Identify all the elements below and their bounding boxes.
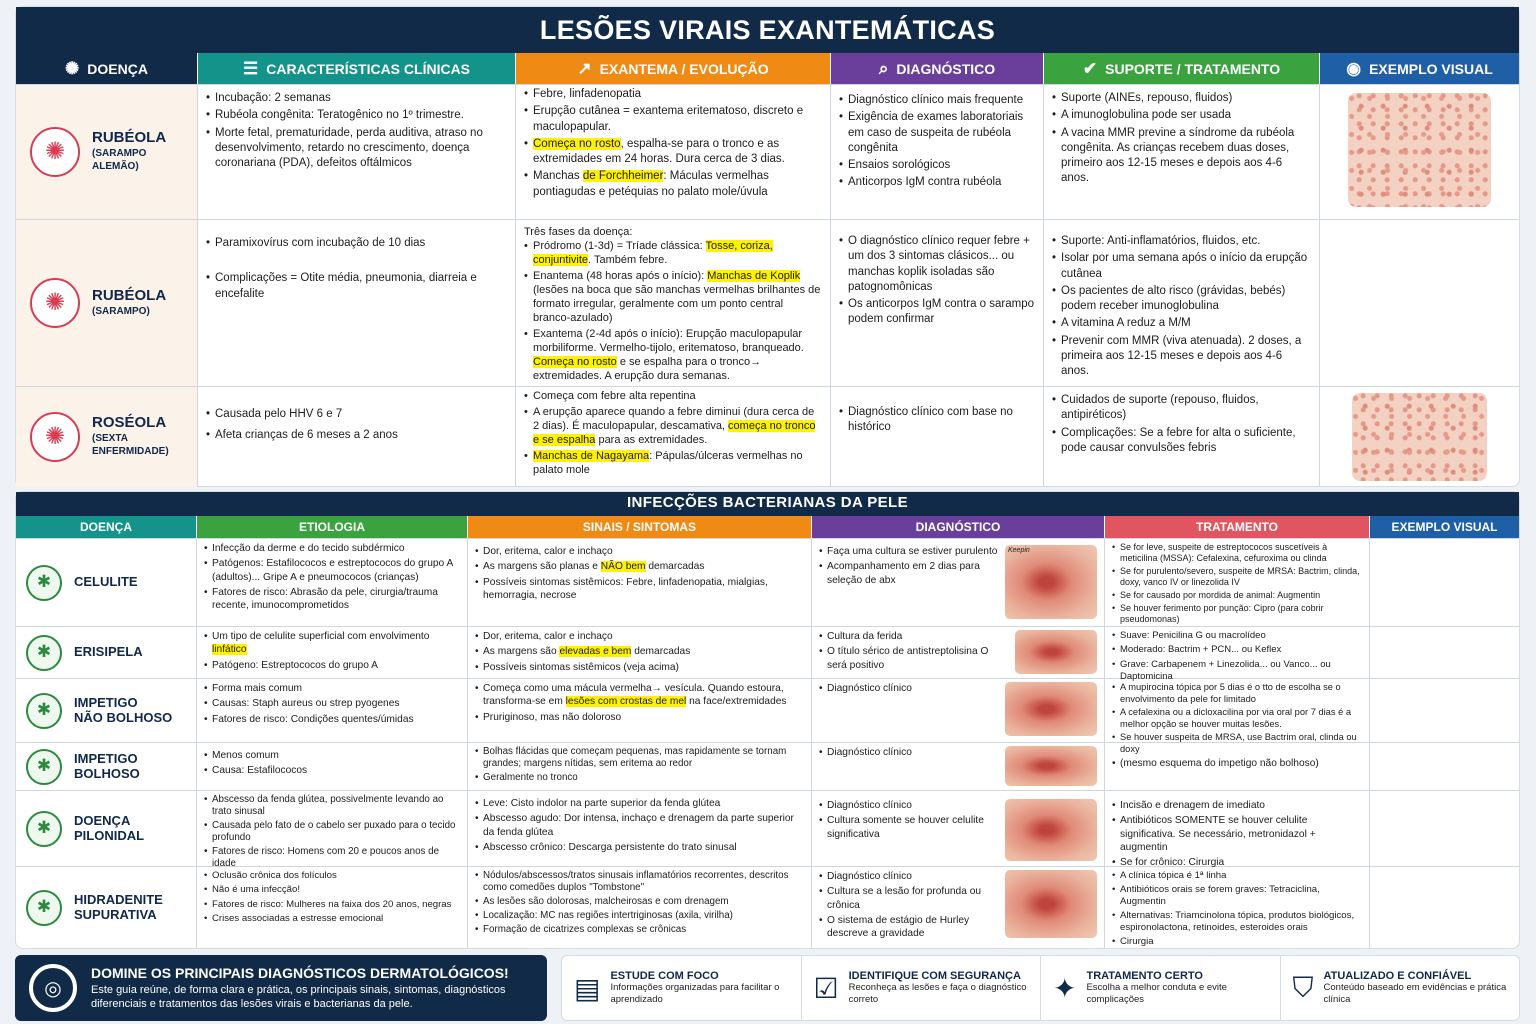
footer-text: Este guia reúne, de forma clara e prática, os principais sinais, sintomas, diagnósticos diferenciais e tratamentos das lesões virais e bacterianas da pele. [91, 983, 506, 1010]
list-item: • A vacina MMR previne a síndrome da rubéola congênita. As crianças recebem duas doses, primeiro aos 12-15 meses e depois aos 4-6 anos. [1052, 126, 1311, 187]
sinais-cell [468, 791, 812, 866]
shield-check-icon: ⛉ [1292, 971, 1314, 1003]
search-icon: ⌕ [878, 59, 889, 78]
list-item: • Afeta crianças de 6 meses a 2 anos [206, 428, 507, 443]
list-item: • Diagnóstico clínico [819, 870, 999, 883]
disease-cell [16, 791, 197, 866]
bacterial-header-row [16, 516, 1519, 538]
bacterial-row [16, 538, 1519, 626]
exemplo-cell [1320, 85, 1519, 219]
list-item: • Diagnóstico clínico mais frequente [839, 93, 1035, 108]
text: Três fases da doença: [524, 226, 633, 238]
list-item: • Moderado: Bactrim + PCN... ou Keflex [1112, 644, 1362, 656]
text: e se espalha para o tronco→ extremidades. A erupção dura semanas. [533, 355, 762, 382]
suporte-cell [1044, 220, 1320, 386]
disease-name [74, 814, 144, 844]
list-item: • A mupirocina tópica por 5 dias é o tto de escolha se o envolvimento da pele for limitado [1112, 682, 1362, 705]
list-item: • Rubéola congênita: Teratogênico no 1º trimestre. [206, 108, 507, 123]
virus-icon: ✺ [30, 278, 80, 328]
feature-item [802, 956, 1042, 1020]
list-item: • Oclusão crônica dos folículos [204, 870, 460, 882]
list-item: • Se for causado por mordida de animal: Augmentin [1112, 590, 1362, 601]
disease-name-line: BOLHOSO [74, 765, 140, 781]
viral-section [15, 6, 1520, 487]
list-item: • Morte fetal, prematuridade, perda auditiva, atraso no desenvolvimento, retardo no crescimento, doença coronariana (PDA), defeitos oftálmicos [206, 126, 507, 172]
text: : Pápulas/úlceras vermelhas no palato mole [533, 449, 803, 476]
list-item: • Dor, eritema, calor e inchaço [475, 545, 804, 558]
diagnostico-cell [812, 627, 1105, 678]
feature-text: Informações organizadas para facilitar o aprendizado [610, 981, 780, 1005]
list-item: • Patógenos: Estafilococos e estreptococos do grupo A (adultos)... Gripe A e pneumococos (crianças) [204, 557, 460, 584]
list-item: • Dor, eritema, calor e inchaço [475, 630, 804, 643]
header-caracteristicas [198, 53, 516, 84]
highlight: Começa no rosto [533, 355, 617, 368]
sinais-cell [468, 539, 812, 626]
viral-row [16, 219, 1519, 386]
shield-check-icon: ✔ [1082, 59, 1098, 78]
disease-name-line: PILONIDAL [74, 827, 145, 843]
etiologia-cell [197, 627, 468, 678]
header-label: DOENÇA [87, 60, 148, 77]
text: Manchas [533, 170, 583, 183]
diagnostico-cell [812, 679, 1105, 742]
list-item: • Abscesso agudo: Dor intensa, inchaço e drenagem da parte superior da fenda glútea [475, 812, 804, 839]
highlight: Tosse, coriza, conjuntivite [533, 239, 773, 266]
etiologia-cell [197, 743, 468, 790]
sinais-cell [468, 867, 812, 948]
feature-item [1281, 956, 1520, 1020]
disease-name-line: NÃO BOLHOSO [74, 709, 173, 725]
exemplo-cell [1370, 627, 1519, 678]
text: Enantema (48 horas após o início): [533, 269, 708, 282]
disease-subtitle: (SEXTA ENFERMIDADE) [92, 432, 169, 458]
list-item: • Diagnóstico clínico [819, 799, 999, 812]
highlight: Manchas de Nagayama [533, 449, 650, 462]
feature-title: IDENTIFIQUE COM SEGURANÇA [848, 969, 1021, 982]
tratamento-cell [1105, 679, 1370, 755]
text: demarcadas [631, 646, 691, 658]
bacterial-row [16, 790, 1519, 869]
list-item: • Ensaios sorológicos [839, 158, 1035, 173]
header-suporte [1044, 53, 1320, 84]
header-label: DIAGNÓSTICO [896, 60, 996, 77]
feature-item [562, 956, 802, 1020]
list-item: • Nódulos/abscessos/tratos sinusais inflamatórios recorrentes, descritos como comedões duplos "Tombstone" [475, 870, 804, 894]
disease-name [74, 893, 163, 923]
list-item: • Prevenir com MMR (viva atenuada). 2 doses, a primeira aos 12-15 meses e depois aos 4-6 anos. [1052, 334, 1311, 380]
text: As margens são [483, 646, 560, 658]
lesion-image [1005, 682, 1097, 736]
text: Um tipo de celulite superficial com envolvimento [212, 631, 430, 642]
lesion-image [1005, 746, 1097, 786]
exantema-cell [516, 85, 831, 219]
list-item: • Antibióticos orais se forem graves: Tetraciclina, Augmentin [1112, 884, 1362, 908]
list-item: • Complicações: Se a febre for alta o suficiente, pode causar convulsões febris [1052, 426, 1311, 457]
list-item: • Começa com febre alta repentina [524, 390, 822, 404]
footer-title: DOMINE OS PRINCIPAIS DIAGNÓSTICOS DERMATOLÓGICOS! [91, 964, 509, 981]
list-item: • Se houver ferimento por punção: Cipro (para cobrir pseudomonas) [1112, 603, 1362, 625]
list-item: • Fatores de risco: Homens com 20 e poucos anos de idade [204, 846, 460, 870]
list-item: • Causada pelo fato de o cabelo ser puxado para o tecido profundo [204, 820, 460, 844]
list-item: • Se houver suspeita de MRSA, use Bactrim oral, clinda ou doxy [1112, 732, 1362, 755]
header-doenca: DOENÇA [16, 516, 197, 538]
list-item [524, 137, 822, 168]
text: para as extremidades. [595, 433, 708, 446]
disease-name: RUBÉOLA [92, 287, 167, 305]
list-item: • Complicações = Otite média, pneumonia, diarreia e encefalite [206, 271, 507, 302]
list-item [475, 560, 804, 573]
list-item [475, 682, 804, 709]
highlight: elevadas e bem [559, 646, 632, 658]
list-item: • A vitamina A reduz a M/M [1052, 316, 1311, 331]
list-item: • Leve: Cisto indolor na parte superior da fenda glútea [475, 797, 804, 810]
target-icon: ◎ [29, 964, 77, 1012]
sinais-cell [468, 627, 812, 678]
list-item: • Antibióticos SOMENTE se houver celulite significativa. Se necessário, metronidazol + augmentin [1112, 814, 1362, 854]
feature-text: Reconheça as lesões e faça o diagnóstico correto [848, 981, 1027, 1005]
header-label: EXEMPLO VISUAL [1369, 60, 1493, 77]
disease-name-line: SUPURATIVA [74, 906, 157, 922]
tratamento-cell [1105, 791, 1370, 866]
disease-name: CELULITE [74, 574, 138, 590]
disease-name: ERISIPELA [74, 644, 143, 660]
list-item: • Febre, linfadenopatia [524, 87, 822, 102]
text: na face/extremidades [686, 696, 787, 708]
bacterial-row [16, 626, 1519, 683]
clipboard-icon: ☰ [242, 59, 259, 78]
header-exemplo: EXEMPLO VISUAL [1370, 516, 1519, 538]
list-item: • Cultura somente se houver celulite significativa [819, 814, 999, 841]
bacteria-icon: ✱ [26, 811, 62, 847]
text: : Máculas vermelhas pontiagudas e petéquias no palato mole/úvula [533, 170, 769, 198]
list-item [524, 406, 822, 448]
list-item: • Formação de cicatrizes complexas se crônicas [475, 924, 804, 936]
list-item: • Alternativas: Triamcinolona tópica, produtos biológicos, espironolactona, retinoides, esteroides orais [1112, 910, 1362, 934]
disease-name [74, 752, 140, 782]
rash-image [1348, 93, 1491, 207]
text: Exantema (2-4d após o início): Erupção maculopapular morbiliforme. Vermelho-tijolo, eritematoso, branqueado. [533, 327, 804, 354]
rash-image [1352, 393, 1487, 481]
bacterial-title: INFECÇÕES BACTERIANAS DA PELE [16, 492, 1519, 516]
header-diagnostico [831, 53, 1044, 84]
text: , espalha-se para o tronco e as extremidades em 24 horas. Dura cerca de 3 dias. [533, 137, 785, 166]
lesion-image [1005, 545, 1097, 619]
list-item: • Forma mais comum [204, 682, 460, 695]
header-label: SUPORTE / TRATAMENTO [1105, 60, 1281, 77]
header-sinais: SINAIS / SINTOMAS [468, 516, 812, 538]
checklist-icon: ☑ [813, 972, 839, 1004]
header-tratamento: TRATAMENTO [1105, 516, 1370, 538]
disease-name: RUBÉOLA [92, 129, 167, 147]
list-item: • Bolhas flácidas que começam pequenas, mas rapidamente se tornam grandes; margens nítidas, sem eritema ao redor [475, 746, 804, 770]
highlight: começa no tronco e se espalha [533, 419, 816, 446]
list-item: • (mesmo esquema do impetigo não bolhoso) [1112, 757, 1362, 770]
feature-text: Conteúdo baseado em evidências e prática clínica [1323, 981, 1507, 1005]
list-item: • A cefalexina ou a dicloxacilina por via oral por 7 dias é a melhor opção se houver muitas lesões. [1112, 707, 1362, 730]
list-item: • Causas: Staph aureus ou strep pyogenes [204, 697, 460, 710]
list-item [524, 240, 822, 268]
etiologia-cell [197, 791, 468, 869]
etiologia-cell [197, 867, 468, 948]
list-item [524, 270, 822, 326]
list-item: • Erupção cutânea = exantema eritematoso, discreto e maculopapular. [524, 104, 822, 135]
highlight: Começa no rosto [533, 137, 621, 150]
list-item: • O sistema de estágio de Hurley descreve a gravidade [819, 914, 999, 941]
list-item: • Se for crônico: Cirurgia [1112, 856, 1362, 869]
list-item: • Grave: Carbapenem + Linezolida... ou Vanco... ou Daptomicina [1112, 659, 1362, 684]
list-item: • Cuidados de suporte (repouso, fluidos, antipiréticos) [1052, 393, 1311, 424]
virus-icon: ✺ [65, 59, 80, 78]
exantema-cell [516, 387, 831, 487]
list-item [524, 169, 822, 200]
list-item: • Diagnóstico clínico [819, 746, 999, 759]
exemplo-cell [1370, 867, 1519, 948]
exemplo-cell [1370, 791, 1519, 866]
viral-row [16, 84, 1519, 219]
list-item: • Incubação: 2 semanas [206, 91, 507, 106]
list-item: • O diagnóstico clínico requer febre + um dos 3 sintomas clásicos... ou manchas koplik isoladas são patognomônicas [839, 234, 1035, 295]
list-item: • Anticorpos IgM contra rubéola [839, 175, 1035, 190]
header-exantema [516, 53, 831, 84]
disease-subtitle: (SARAMPO ALEMÃO) [92, 147, 147, 173]
list-item: • Abscesso crônico: Descarga persistente do trato sinusal [475, 841, 804, 854]
disease-cell [16, 679, 197, 742]
list-item: • O título sérico de antistreptolisina O será positivo [819, 645, 1009, 672]
disease-cell [16, 85, 198, 219]
text: Pródromo (1-3d) = Tríade clássica: [533, 239, 706, 252]
viral-header-row [16, 53, 1519, 84]
exemplo-cell [1370, 743, 1519, 790]
bacteria-icon: ✱ [26, 565, 62, 601]
bacteria-icon: ✱ [26, 890, 62, 926]
chart-icon: ↗ [577, 59, 592, 78]
header-etiologia: ETIOLOGIA [197, 516, 468, 538]
list-item: • Exigência de exames laboratoriais em caso de suspeita de rubéola congênita [839, 110, 1035, 156]
viral-row [16, 386, 1519, 487]
list-item: • Infecção da derme e do tecido subdérmico [204, 542, 460, 555]
highlight: lesões com crostas de mel [565, 696, 687, 708]
diagnostico-cell [812, 743, 1105, 790]
list-item: • Causada pelo HHV 6 e 7 [206, 407, 507, 422]
image-label: Keepin [1008, 547, 1030, 554]
list-item: • Cultura da ferida [819, 630, 1009, 643]
feature-title: TRATAMENTO CERTO [1086, 969, 1203, 982]
list-item: • Paramixovírus com incubação de 10 dias [206, 236, 507, 251]
highlight: de Forchheimer [582, 170, 664, 183]
disease-cell [16, 627, 197, 678]
list-item [524, 328, 822, 384]
list-item: • Suporte: Anti-inflamatórios, fluidos, etc. [1052, 234, 1311, 249]
disease-name-line: HIDRADENITE [74, 891, 163, 907]
disease-name-line: IMPETIGO [74, 694, 138, 710]
bacterial-row [16, 678, 1519, 755]
list-item: • Fatores de risco: Mulheres na faixa dos 20 anos, negras [204, 899, 460, 911]
header-doenca [16, 53, 198, 84]
lesion-image [1005, 799, 1097, 861]
etiologia-cell [197, 539, 468, 626]
footer-banner [15, 955, 547, 1021]
exemplo-cell [1370, 539, 1519, 626]
list-item: • As lesões são dolorosas, malcheirosas e com drenagem [475, 896, 804, 908]
list-item: • Pruriginoso, mas não doloroso [475, 711, 804, 724]
list-item: • Fatores de risco: Abrasão da pele, cirurgia/trauma recente, imunocomprometidos [204, 586, 460, 613]
disease-name [74, 696, 172, 726]
text: (lesões na boca que são manchas vermelhas brilhantes de formato irregular, geralmente com um ponto central branco-azulado) [533, 283, 821, 324]
etiologia-cell [197, 679, 468, 742]
sinais-cell [468, 743, 812, 790]
list-item: • A clínica tópica é 1ª linha [1112, 870, 1362, 882]
bacterial-row [16, 866, 1519, 948]
feature-title: ESTUDE COM FOCO [610, 969, 719, 982]
exemplo-cell [1370, 679, 1519, 742]
tratamento-cell [1105, 539, 1370, 626]
list-item: • Não é uma infecção! [204, 884, 460, 896]
list-item: • Crises associadas a estresse emocional [204, 913, 460, 925]
list-item: • Diagnóstico clínico [819, 682, 999, 695]
list-item: • Patógeno: Estreptococos do grupo A [204, 659, 460, 672]
diagnostico-cell [812, 867, 1105, 948]
lesion-image [1015, 630, 1097, 674]
disease-subtitle: (SARAMPO) [92, 305, 150, 317]
list-item: • A imunoglobulina pode ser usada [1052, 108, 1311, 123]
highlight: Manchas de Koplik [707, 269, 801, 282]
list-item: • Possíveis sintomas sistêmicos: Febre, linfadenopatia, mialgias, hemorragia, necrose [475, 576, 804, 603]
text: As margens são planas e [483, 561, 601, 573]
list-item: • Se for leve, suspeite de estreptococos suscetíveis à meticilina (MSSA): Cefalexina, cefuroxima ou clinda [1112, 542, 1362, 564]
list-item: • Suporte (AINEs, repouso, fluidos) [1052, 91, 1311, 106]
highlight: NÃO bem [600, 561, 646, 573]
disease-cell [16, 539, 197, 626]
text: . Também febre. [588, 253, 668, 266]
disease-cell [16, 867, 197, 948]
diagnostico-cell [831, 220, 1044, 386]
text: A erupção aparece quando a febre diminui (dura cerca de 2 dias). É maculopapular, descamativa, [533, 405, 815, 432]
list-item: • Isolar por uma semana após o início da erupção cutânea [1052, 251, 1311, 282]
footer [15, 955, 1520, 1021]
page-title: LESÕES VIRAIS EXANTEMÁTICAS [16, 7, 1519, 53]
highlight: linfático [212, 644, 247, 656]
virus-icon: ✺ [30, 412, 80, 462]
exemplo-cell [1320, 387, 1519, 487]
list-item: • Faça uma cultura se estiver purulento [819, 545, 999, 558]
feature-item [1041, 956, 1281, 1020]
list-item: • Geralmente no tronco [475, 772, 804, 784]
footer-features [561, 955, 1520, 1021]
list-item [475, 645, 804, 658]
feature-title: ATUALIZADO E CONFIÁVEL [1323, 969, 1472, 982]
caracteristicas-cell [198, 387, 516, 487]
bacteria-icon: ✱ [26, 693, 62, 729]
caracteristicas-cell [198, 220, 516, 386]
disease-name: ROSÉOLA [92, 414, 167, 432]
tratamento-cell [1105, 867, 1370, 948]
list-item: • Os anticorpos IgM contra o sarampo podem confirmar [839, 297, 1035, 328]
header-label: CARACTERÍSTICAS CLÍNICAS [266, 60, 471, 77]
list-item: • Possíveis sintomas sistêmicos (veja acima) [475, 661, 804, 674]
list-item: • Cultura se a lesão for profunda ou crônica [819, 885, 999, 912]
list-item: • Menos comum [204, 749, 460, 762]
exantema-cell [516, 220, 831, 386]
suporte-cell [1044, 85, 1320, 219]
list-item: • Fatores de risco: Condições quentes/úmidas [204, 713, 460, 726]
list-item: • Os pacientes de alto risco (grávidas, bebés) podem receber imunoglobulina [1052, 284, 1311, 315]
header-exemplo [1320, 53, 1519, 84]
eye-icon: ◉ [1346, 59, 1362, 78]
disease-cell [16, 387, 198, 487]
bacteria-icon: ✱ [26, 635, 62, 671]
list-item: • Causa: Estafilococos [204, 764, 460, 777]
list-item: • Abscesso da fenda glútea, possivelmente levando ao trato sinusal [204, 794, 460, 818]
header-diagnostico: DIAGNÓSTICO [812, 516, 1105, 538]
list-item: • Suave: Penicilina G ou macrolídeo [1112, 630, 1362, 642]
diagnostico-cell [812, 539, 1105, 626]
bacterial-section [15, 491, 1520, 949]
list-item: • Cirurgia [1112, 936, 1362, 948]
text: Começa como uma mácula vermelha→ vesícula. Quando estoura, transforma-se em [483, 683, 784, 708]
header-label: EXANTEMA / EVOLUÇÃO [599, 60, 769, 77]
disease-cell [16, 743, 197, 790]
list-item: • Se for purulento/severo, suspeite de MRSA: Bactrim, clinda, doxy, vanco IV or linezolida IV [1112, 566, 1362, 588]
lesion-image [1005, 870, 1097, 938]
list-item [524, 450, 822, 478]
list-item: • Incisão e drenagem de imediato [1112, 799, 1362, 812]
suporte-cell [1044, 387, 1320, 487]
virus-icon: ✺ [30, 127, 80, 177]
diagnostico-cell [831, 85, 1044, 219]
disease-name-line: DOENÇA [74, 812, 131, 828]
caracteristicas-cell [198, 85, 516, 219]
sinais-cell [468, 679, 812, 742]
list-item: • Localização: MC nas regiões intertriginosas (axila, virilha) [475, 910, 804, 922]
book-icon: ▤ [574, 972, 601, 1004]
diagnostico-cell [812, 791, 1105, 866]
list-item: • Diagnóstico clínico com base no histórico [839, 405, 1035, 436]
bacteria-icon: ✱ [26, 749, 62, 785]
tratamento-cell [1105, 627, 1370, 683]
text: demarcadas [645, 561, 705, 573]
exemplo-cell [1320, 220, 1519, 386]
feature-text: Escolha a melhor conduta e evite complicações [1086, 981, 1227, 1005]
disease-name-line: IMPETIGO [74, 750, 138, 766]
diagnostico-cell [831, 387, 1044, 487]
disease-cell [16, 220, 198, 386]
lightbulb-icon: ✦ [1053, 972, 1077, 1004]
list-item: • Acompanhamento em 2 dias para seleção de abx [819, 560, 999, 587]
list-item [204, 630, 460, 657]
